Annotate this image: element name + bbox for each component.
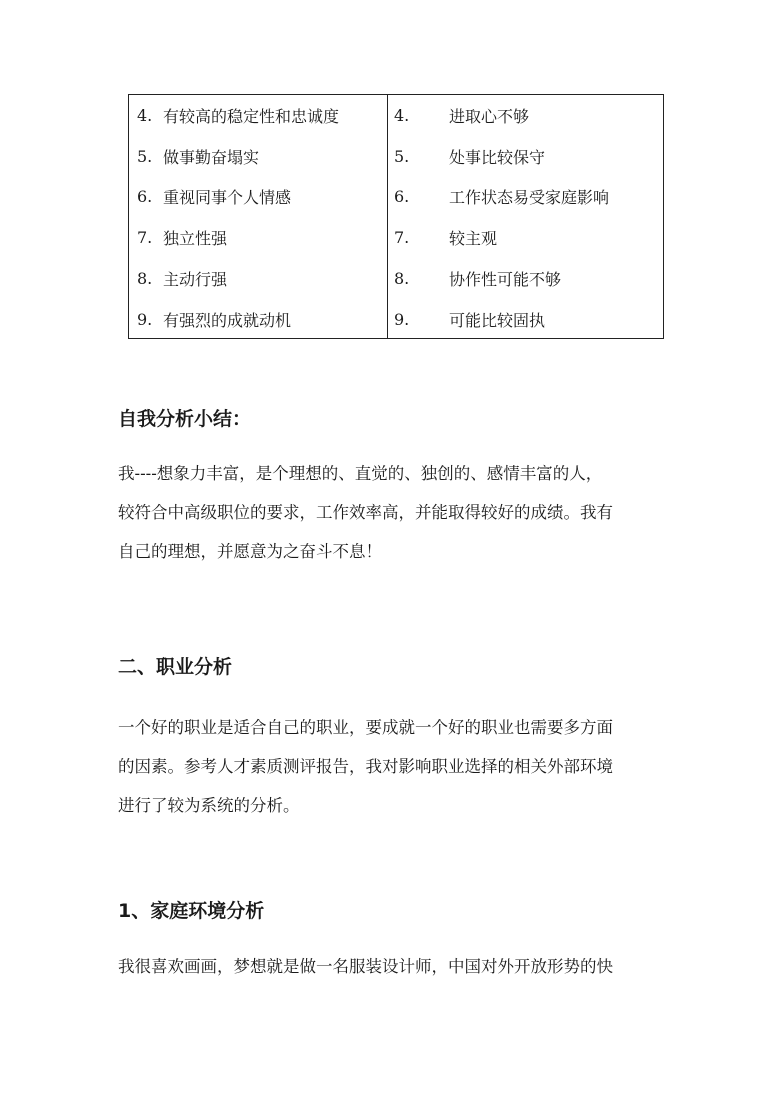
row-number: 5.: [394, 146, 410, 166]
table-row: [394, 217, 659, 258]
table-row: [394, 258, 659, 299]
family-analysis-paragraph: [118, 947, 666, 986]
table-row: [137, 258, 382, 299]
row-text: 可能比较固执: [449, 310, 546, 330]
row-number: 8.: [394, 269, 410, 289]
row-number: 9.: [137, 309, 153, 329]
row-text: 主动行强: [163, 270, 228, 290]
weaknesses-column: [394, 95, 659, 340]
table-row: [137, 136, 382, 177]
career-analysis-heading: 二、职业分析: [118, 656, 233, 678]
self-summary-paragraph: [118, 454, 666, 571]
row-number: 7.: [394, 228, 410, 248]
traits-table: [128, 94, 664, 339]
table-row: [394, 95, 659, 136]
table-row: [394, 136, 659, 177]
table-row: [394, 299, 659, 340]
paragraph-line: 较符合中高级职位的要求，工作效率高，并能取得较好的成绩。我有: [118, 503, 613, 522]
row-number: 4.: [394, 105, 410, 125]
table-row: [137, 299, 382, 340]
row-number: 8.: [137, 269, 153, 289]
row-number: 7.: [137, 228, 153, 248]
row-text: 进取心不够: [449, 106, 530, 126]
row-number: 9.: [394, 309, 410, 329]
paragraph-line: 我----想象力丰富，是个理想的、直觉的、独创的、感情丰富的人，: [118, 464, 603, 483]
paragraph-line: 一个好的职业是适合自己的职业，要成就一个好的职业也需要多方面: [118, 718, 613, 737]
row-text: 做事勤奋塌实: [163, 147, 260, 167]
paragraph-line: 自己的理想，并愿意为之奋斗不息！: [118, 542, 382, 561]
table-column-divider: [387, 95, 388, 338]
paragraph-line: 进行了较为系统的分析。: [118, 796, 300, 815]
career-analysis-paragraph: [118, 708, 666, 825]
family-analysis-heading: 1、家庭环境分析: [118, 900, 265, 922]
paragraph-line: 我很喜欢画画，梦想就是做一名服装设计师，中国对外开放形势的快: [118, 957, 613, 976]
table-row: [394, 177, 659, 218]
row-text: 协作性可能不够: [449, 270, 562, 290]
row-number: 6.: [394, 187, 410, 207]
row-text: 有强烈的成就动机: [163, 310, 292, 330]
row-text: 工作状态易受家庭影响: [449, 188, 610, 208]
row-text: 较主观: [449, 229, 498, 249]
table-row: [137, 177, 382, 218]
row-text: 重视同事个人情感: [163, 188, 292, 208]
strengths-column: [137, 95, 382, 340]
table-row: [137, 95, 382, 136]
row-number: 6.: [137, 187, 153, 207]
row-text: 独立性强: [163, 229, 228, 249]
paragraph-line: 的因素。参考人才素质测评报告，我对影响职业选择的相关外部环境: [118, 757, 613, 776]
row-number: 5.: [137, 146, 153, 166]
self-summary-heading: 自我分析小结：: [118, 408, 252, 430]
row-text: 处事比较保守: [449, 147, 546, 167]
row-number: 4.: [137, 105, 153, 125]
table-row: [137, 217, 382, 258]
row-text: 有较高的稳定性和忠诚度: [163, 106, 340, 126]
